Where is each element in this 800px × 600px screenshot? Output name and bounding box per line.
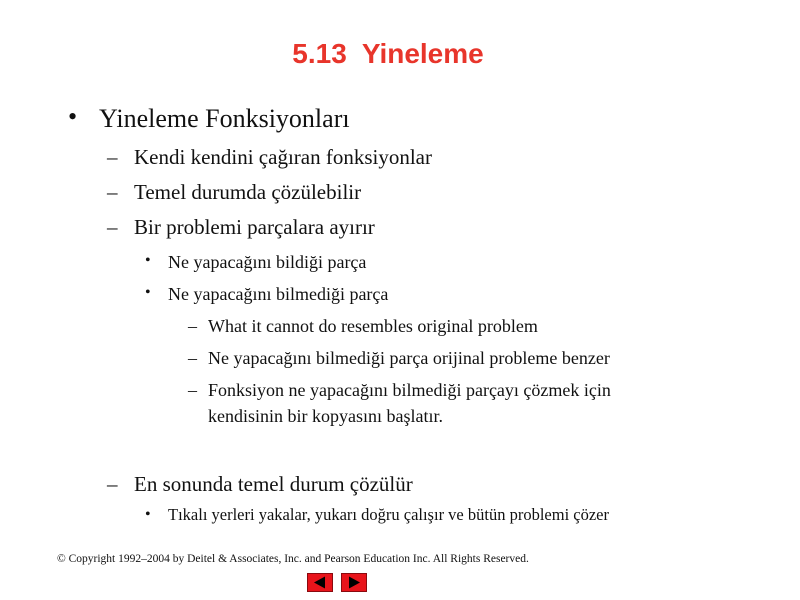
bullet-level1-text: Yineleme Fonksiyonları — [99, 104, 350, 133]
bullet-level3-text: Ne yapacağını bildiği parça — [168, 252, 367, 272]
triangle-right-icon — [342, 574, 366, 591]
bullet-level2-text: Temel durumda çözülebilir — [134, 180, 362, 204]
bullet-level2-text: Kendi kendini çağıran fonksiyonlar — [134, 145, 432, 169]
dash-marker: – — [107, 215, 118, 239]
bullet-level2-text: Bir problemi parçalara ayırır — [134, 215, 375, 239]
next-slide-button[interactable] — [341, 573, 367, 592]
copyright-footer: © Copyright 1992–2004 by Deitel & Associates, Inc. and Pearson Education Inc. All Rights Reserved. — [57, 553, 529, 565]
dash-marker: – — [188, 380, 197, 400]
dash-marker: – — [188, 348, 197, 368]
dash-marker: – — [188, 316, 197, 336]
bullet-level4-text-continuation: kendisinin bir kopyasını başlatır. — [208, 406, 443, 426]
triangle-left-icon — [308, 574, 332, 591]
bullet-level4-text: What it cannot do resembles original problem — [208, 316, 538, 336]
bullet-level4-text: Ne yapacağını bilmediği parça orijinal probleme benzer — [208, 348, 610, 368]
bullet-marker: • — [145, 252, 151, 269]
bullet-level4-text: Fonksiyon ne yapacağını bilmediği parçayı çözmek için — [208, 380, 611, 400]
slide-title: 5.13 Yineleme — [292, 38, 484, 69]
dash-marker: – — [107, 472, 118, 496]
bullet-marker: • — [145, 506, 151, 523]
dash-marker: – — [107, 145, 118, 169]
bullet-level3-text: Ne yapacağını bilmediği parça — [168, 284, 389, 304]
bullet-marker: • — [68, 102, 78, 131]
bullet-marker: • — [145, 284, 151, 301]
dash-marker: – — [107, 180, 118, 204]
bullet-level3-text: Tıkalı yerleri yakalar, yukarı doğru çalışır ve bütün problemi çözer — [168, 505, 610, 524]
bullet-level2-text: En sonunda temel durum çözülür — [134, 472, 413, 496]
previous-slide-button[interactable] — [307, 573, 333, 592]
